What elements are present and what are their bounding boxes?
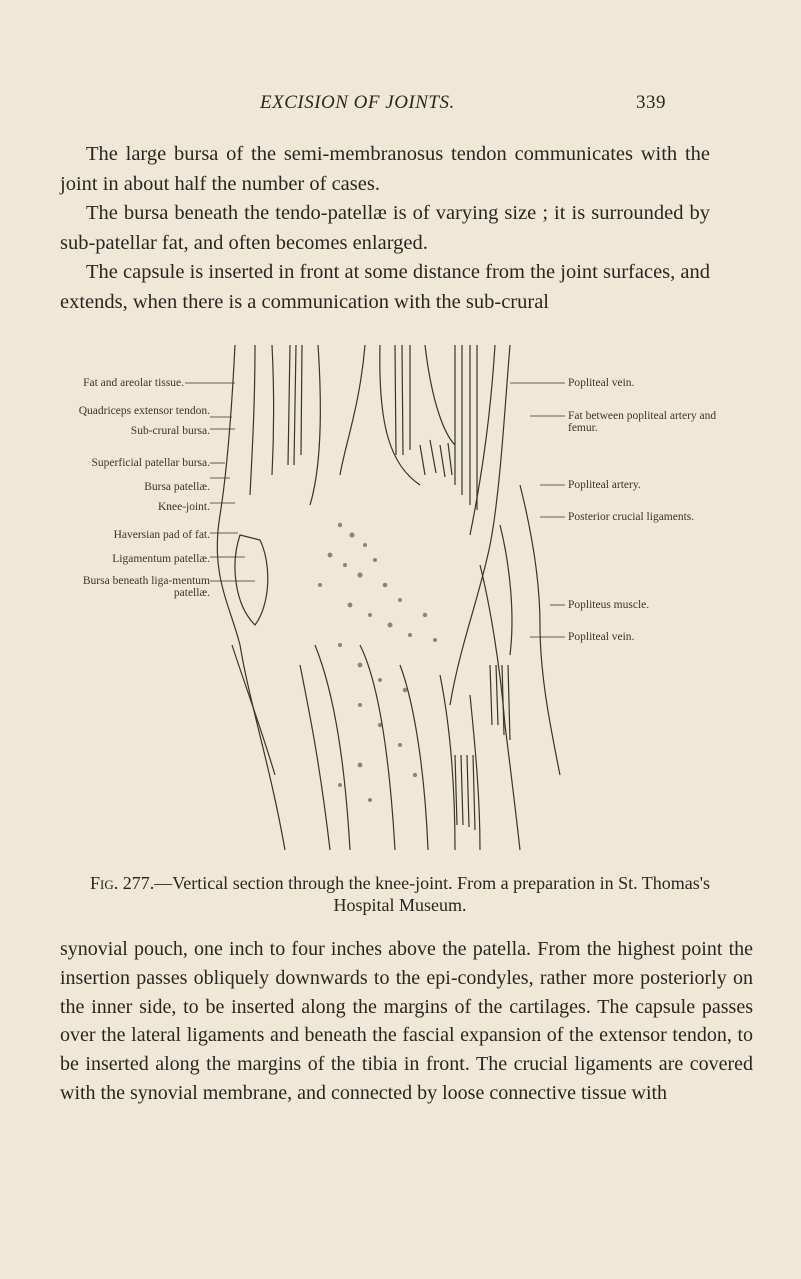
figure-number: Fig. 277.	[89, 873, 155, 893]
paragraph: The capsule is inserted in front at some distance from the joint surfaces, and extends, when there is a communication with the sub-crural	[60, 261, 710, 313]
figure-caption	[60, 872, 740, 916]
label-ligamentum-patellae: Ligamentum patellæ.	[112, 553, 210, 565]
label-quadriceps-tendon: Quadriceps extensor tendon.	[78, 405, 210, 417]
running-title: EXCISION OF JOINTS.	[260, 92, 455, 113]
page-number: 339	[636, 92, 666, 113]
top-text-block	[60, 140, 710, 317]
label-posterior-crucial: Posterior crucial ligaments.	[568, 511, 695, 523]
label-popliteal-artery: Popliteal artery.	[568, 479, 641, 491]
caption-text: —Vertical section through the knee-joint. From a preparation in St. Thomas's Hospital Museum.	[154, 873, 711, 915]
bottom-text-block	[60, 935, 753, 1108]
figure-277	[60, 345, 740, 865]
paragraph: The bursa beneath the tendo-patellæ is of varying size ; it is surrounded by sub-patellar fat, and often becomes enlarged.	[60, 202, 710, 254]
label-superficial-patellar-bursa: Superficial patellar bursa.	[91, 457, 210, 469]
label-bursa-beneath-ligamentum: Bursa beneath liga-mentum patellæ.	[82, 575, 210, 599]
paragraph: synovial pouch, one inch to four inches above the patella. From the highest point the insertion passes obliquely downwards to the epi-condyles, rather more posteriorly on the inner side, to be inserted along the margins of the cartilages. The capsule passes over the lateral ligaments and beneath the fascial expansion of the extensor tendon, to be inserted along the margins of the tibia in front. The crucial ligaments are covered with the synovial membrane, and connected by loose connective tissue with	[60, 938, 753, 1104]
label-bursa-patellae: Bursa patellæ.	[144, 481, 210, 493]
label-popliteus-muscle: Popliteus muscle.	[568, 599, 650, 611]
label-haversian-pad: Haversian pad of fat.	[113, 529, 210, 541]
label-popliteal-vein-bottom: Popliteal vein.	[568, 631, 635, 643]
paragraph: The large bursa of the semi-membranosus tendon communicates with the joint in about half the number of cases.	[60, 143, 710, 195]
label-fat-areolar: Fat and areolar tissue.	[83, 377, 184, 389]
label-popliteal-vein-top: Popliteal vein.	[568, 377, 635, 389]
label-subcrural-bursa: Sub-crural bursa.	[130, 425, 210, 437]
label-fat-popliteal-femur: Fat between popliteal artery and femur.	[568, 410, 717, 434]
label-knee-joint: Knee-joint.	[157, 501, 210, 513]
